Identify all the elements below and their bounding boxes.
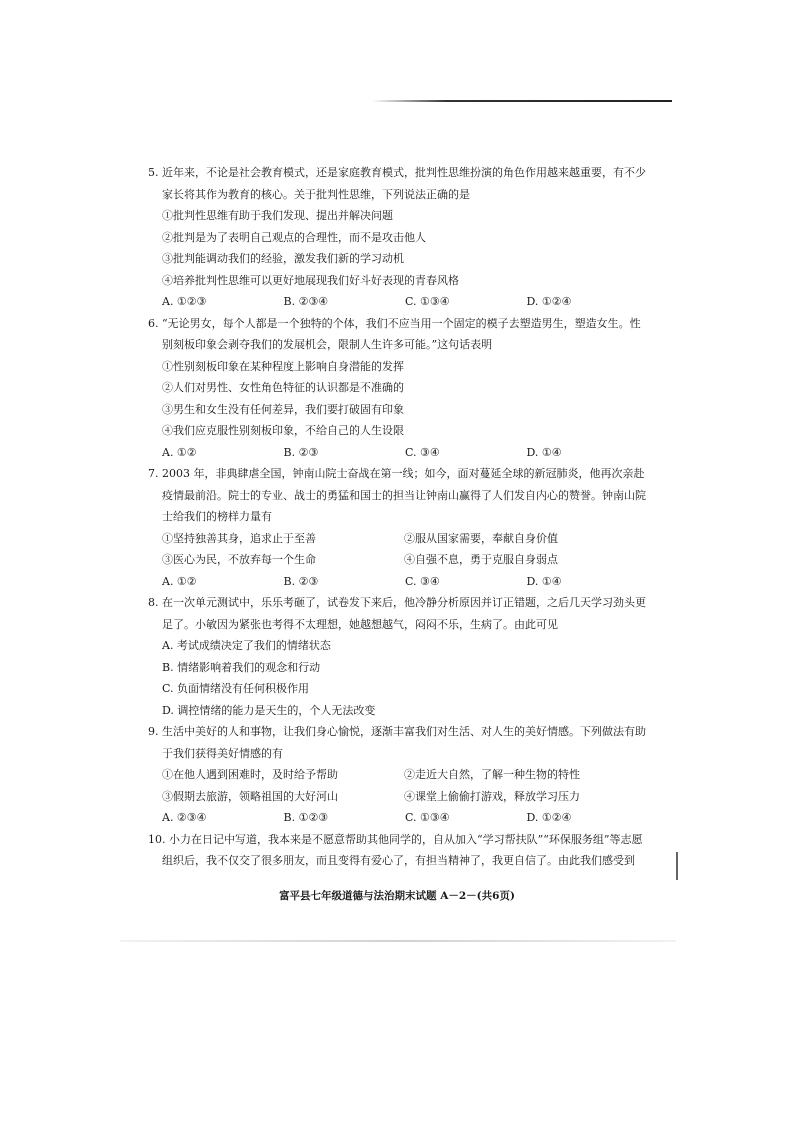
choice-a: A. ①② [162,445,197,459]
statement: ③批判能调动我们的经验，激发我们新的学习动机 [162,252,404,265]
choice-b: B. ②③④ [283,295,329,308]
statement: ②走近大自然，了解一种生物的特性 [404,768,580,781]
page-footer: 富平县七年级道德与法治期末试题 A－2－(共6页) [279,890,515,902]
statement: ③男生和女生没有任何差异，我们要打破固有印象 [162,402,404,416]
statement: ④我们应克服性别刻板印象，不给自己的人生设限 [162,424,404,437]
scan-edge-mark [676,852,678,880]
question-6 [148,313,648,464]
question-7 [148,463,648,592]
statement: ②批判是为了表明自己观点的合理性，而不是攻击他人 [162,230,426,244]
statement: ①在他人遇到困难时，及时给予帮助 [162,768,338,781]
answer-choices [148,291,648,313]
statement: ②服从国家需要，奉献自身价值 [404,531,558,545]
statement-row [148,549,648,571]
statement: ①坚持独善其身，追求止于至善 [162,531,316,545]
top-rule [372,100,672,102]
statement: ①批判性思维有助于我们发现、提出并解决问题 [162,209,393,222]
choice-d: D. ①②④ [526,811,572,824]
statement: ④自强不息，勇于克服自身弱点 [404,553,558,566]
choice-c: C. 负面情绪没有任何积极作用 [162,682,310,695]
statement: ④课堂上偷偷打游戏，释放学习压力 [404,789,580,803]
question-stem: 8. 在一次单元测试中，乐乐考砸了，试卷发下来后，他冷静分析原因并订正错题，之后几天学习劲头更足了。小敏因为紧张也考得不太理想，她越想越气，闷闷不乐，生病了。由此可见 [148,596,646,631]
statement: ③医心为民，不放弃每一个生命 [162,553,316,566]
choice-c: C. ①③④ [405,811,450,824]
choice-a: A. 考试成绩决定了我们的情绪状态 [162,639,331,652]
choice-a: A. ②③④ [162,811,207,824]
question-stem: 9. 生活中美好的人和事物，让我们身心愉悦，逐渐丰富我们对生活、对人生的美好情感。下列做法有助于我们获得美好情感的有 [148,725,646,760]
statement-row [148,764,648,786]
answer-choices [148,807,648,829]
choice-d: D. ①②④ [526,295,572,308]
choice-a: A. ①② [162,574,197,588]
question-9 [148,721,648,829]
statement: ③假期去旅游，领略祖国的大好河山 [162,789,338,803]
question-sheet [148,162,648,872]
answer-choices [148,442,648,464]
choice-d: D. ①④ [526,445,562,459]
choice-b: B. ②③ [283,445,319,459]
question-8 [148,592,648,721]
statement-row [148,786,648,808]
choice-d: D. ①④ [526,574,562,588]
question-stem: 7. 2003 年，非典肆虐全国，钟南山院士奋战在第一线；如今，面对蔓延全球的新冠肺炎，他再次亲赴疫情最前沿。院士的专业、战士的勇猛和国士的担当让钟南山赢得了人们发自内心的赞誉。钟南山院士给我们的榜样力量有 [148,467,646,523]
choice-b: B. ①②③ [283,811,329,824]
choice-c: C. ③④ [405,574,440,588]
choice-b: B. ②③ [283,574,319,588]
choice-a: A. ①②③ [162,295,207,308]
choice-b: B. 情绪影响着我们的观念和行动 [162,660,321,674]
question-stem: 6. “无论男女，每个人都是一个独特的个体，我们不应当用一个固定的模子去塑造男生，塑造女生。性别刻板印象会剥夺我们的发展机会，限制人生许多可能。”这句话表明 [148,316,641,351]
statement-row [148,528,648,550]
question-5 [148,162,648,313]
question-10 [148,829,648,872]
choice-c: C. ③④ [405,445,440,459]
statement: ④培养批判性思维可以更好地展现我们好斗好表现的青春风格 [162,273,459,287]
question-stem: 10. 小力在日记中写道，我本来是不愿意帮助其他同学的，自从加入“学习帮扶队”“环保服务组”等志愿组织后，我不仅交了很多朋友，而且变得有爱心了，有担当精神了，我更自信了。由此我们感受到 [148,832,643,867]
choice-d: D. 调控情绪的能力是天生的，个人无法改变 [162,703,376,717]
statement: ②人们对男性、女性角色特征的认识都是不准确的 [162,381,404,394]
bottom-rule [120,940,676,942]
choice-c: C. ①③④ [405,295,450,308]
statement: ①性别刻板印象在某种程度上影响自身潜能的发挥 [162,359,404,373]
question-stem: 5. 近年来，不论是社会教育模式，还是家庭教育模式，批判性思维扮演的角色作用越来越重要，有不少家长将其作为教育的核心。关于批判性思维，下列说法正确的是 [148,166,646,201]
answer-choices [148,571,648,593]
